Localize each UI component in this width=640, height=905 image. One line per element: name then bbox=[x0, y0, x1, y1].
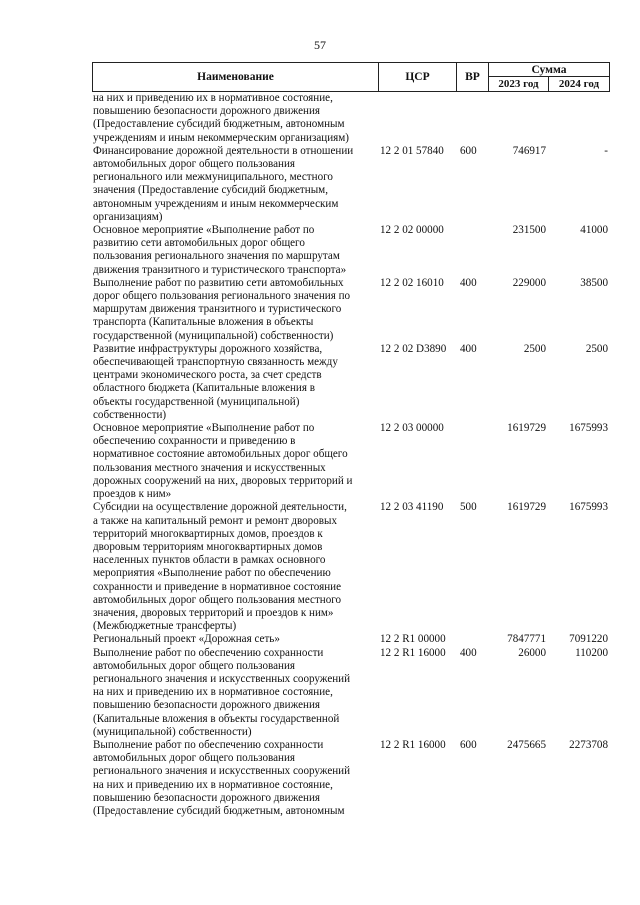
row-name bbox=[92, 145, 378, 224]
row-value-2023: 1619729 bbox=[507, 422, 546, 435]
row-name-line: Выполнение работ по обеспечению сохранности bbox=[93, 738, 324, 751]
table-row bbox=[92, 92, 610, 145]
row-name-line: на них и приведению их в нормативное состояние, bbox=[93, 686, 333, 699]
table-body bbox=[92, 92, 610, 818]
row-value-2024: 41000 bbox=[580, 224, 608, 237]
row-name-line: пользования регионального значения по маршрутам bbox=[93, 250, 340, 263]
row-name-line: на них и приведению их в нормативное состояние, bbox=[93, 778, 333, 791]
row-name-line: значения, дворовых территорий и проездов к ним» bbox=[93, 606, 334, 619]
row-name-line: (Межбюджетные трансферты) bbox=[93, 620, 237, 633]
row-name-line: государственной (муниципальной) собственности) bbox=[93, 329, 334, 342]
row-csr: 12 2 R1 16000 bbox=[380, 738, 446, 751]
row-value-2023: 1619729 bbox=[507, 501, 546, 514]
row-name-line: повышению безопасности дорожного движения bbox=[93, 699, 321, 712]
table-row bbox=[92, 422, 610, 501]
table-row bbox=[92, 277, 610, 343]
row-name bbox=[92, 647, 378, 739]
table-row bbox=[92, 739, 610, 818]
row-name-line: мероприятия «Выполнение работ по обеспечению bbox=[93, 567, 331, 580]
row-name-line: а также на капитальный ремонт и ремонт дворовых bbox=[93, 514, 338, 527]
row-name-line: регионального значения и искусственных сооружений bbox=[93, 765, 351, 778]
row-name bbox=[92, 92, 378, 145]
row-csr: 12 2 R1 00000 bbox=[380, 633, 446, 646]
row-vr: 400 bbox=[460, 646, 477, 659]
row-csr: 12 2 02 16010 bbox=[380, 276, 444, 289]
row-name-line: Региональный проект «Дорожная сеть» bbox=[93, 633, 280, 646]
row-name bbox=[92, 277, 378, 343]
row-vr: 600 bbox=[460, 738, 477, 751]
row-csr: 12 2 02 D3890 bbox=[380, 342, 447, 355]
row-name bbox=[92, 224, 378, 277]
row-name-line: Основное мероприятие «Выполнение работ по bbox=[93, 224, 315, 237]
row-name-line: автономным учреждениям и иным некоммерческим bbox=[93, 197, 339, 210]
row-csr: 12 2 R1 16000 bbox=[380, 646, 446, 659]
row-value-2023: 2500 bbox=[523, 342, 546, 355]
row-name-line: повышению безопасности дорожного движения bbox=[93, 105, 321, 118]
header-sum: Сумма bbox=[489, 63, 609, 77]
row-name-line: на них и приведению их в нормативное состояние, bbox=[93, 92, 333, 104]
row-name-line: значения (Предоставление субсидий бюджетным, bbox=[93, 184, 328, 197]
row-name-line: автомобильных дорог общего пользования bbox=[93, 158, 296, 171]
row-csr: 12 2 02 00000 bbox=[380, 224, 444, 237]
row-name-line: регионального значения и искусственных сооружений bbox=[93, 672, 351, 685]
table-row bbox=[92, 501, 610, 633]
header-vr: ВР bbox=[457, 63, 489, 91]
budget-table bbox=[92, 62, 610, 817]
row-name-line: автомобильных дорог общего пользования местного bbox=[93, 593, 342, 606]
row-vr: 400 bbox=[460, 276, 477, 289]
row-csr: 12 2 01 57840 bbox=[380, 144, 444, 157]
row-name-line: Субсидии на осуществление дорожной деятельности, bbox=[93, 501, 347, 514]
row-name-line: нормативное состояние автомобильных дорог общего bbox=[93, 448, 348, 461]
row-name-line: населенных пунктов области в рамках основного bbox=[93, 554, 326, 567]
row-name-line: дорожных сооружений на них, дворовых территорий и bbox=[93, 474, 353, 487]
row-name-line: повышению безопасности дорожного движения bbox=[93, 791, 321, 804]
row-name-line: автомобильных дорог общего пользования bbox=[93, 752, 296, 765]
table-header bbox=[92, 62, 610, 92]
header-year-2024: 2024 год bbox=[558, 78, 600, 90]
row-name-line: областного бюджета (Капитальные вложения в bbox=[93, 382, 315, 395]
row-name-line: объекты государственной (муниципальной) bbox=[93, 395, 300, 408]
row-value-2024: 110200 bbox=[575, 646, 608, 659]
row-name-line: автомобильных дорог общего пользования bbox=[93, 659, 296, 672]
row-name-line: Выполнение работ по обеспечению сохранности bbox=[93, 646, 324, 659]
row-name-line: транспорта (Капитальные вложения в объекты bbox=[93, 316, 314, 329]
row-name-line: Финансирование дорожной деятельности в отношении bbox=[93, 144, 354, 157]
row-value-2023: 746917 bbox=[512, 144, 546, 157]
row-value-2024: 38500 bbox=[580, 276, 608, 289]
row-name-line: собственности) bbox=[93, 408, 167, 421]
row-vr: 400 bbox=[460, 342, 477, 355]
row-csr: 12 2 03 00000 bbox=[380, 422, 444, 435]
row-name-line: Выполнение работ по развитию сети автомобильных bbox=[93, 276, 344, 289]
row-name-line: (Предоставление субсидий бюджетным, автономным bbox=[93, 118, 345, 131]
row-name-line: регионального или межмуниципального, местного bbox=[93, 171, 333, 184]
row-name-line: обеспечению сохранности и приведению в bbox=[93, 435, 296, 448]
row-name-line: развитию сети автомобильных дорог общего bbox=[93, 237, 305, 250]
header-sum-group bbox=[489, 63, 609, 91]
row-vr: 600 bbox=[460, 144, 477, 157]
row-name-line: дворовым территориям многоквартирных домов bbox=[93, 540, 323, 553]
header-year-2023: 2023 год bbox=[489, 77, 549, 91]
row-value-2024: 7091220 bbox=[569, 633, 608, 646]
row-name-line: сохранности и приведение в нормативное состояние bbox=[93, 580, 342, 593]
row-value-2024: - bbox=[604, 144, 608, 157]
row-name-line: пользования местного значения и искусственных bbox=[93, 461, 326, 474]
row-csr: 12 2 03 41190 bbox=[380, 501, 444, 514]
row-name-line: (муниципальной) собственности) bbox=[93, 725, 252, 738]
table-row bbox=[92, 145, 610, 224]
table-row bbox=[92, 647, 610, 739]
row-value-2024: 2500 bbox=[585, 342, 608, 355]
table-row bbox=[92, 633, 610, 646]
row-name bbox=[92, 422, 378, 501]
row-name-line: учреждениям и иным некоммерческим организациям) bbox=[93, 131, 349, 144]
row-value-2023: 229000 bbox=[512, 276, 546, 289]
header-name: Наименование bbox=[93, 63, 379, 91]
row-name-line: маршрутам движения транзитного и туристического bbox=[93, 303, 342, 316]
row-value-2024: 2273708 bbox=[569, 738, 608, 751]
row-name bbox=[92, 343, 378, 422]
table-row bbox=[92, 343, 610, 422]
row-value-2023: 231500 bbox=[512, 224, 546, 237]
row-name-line: Развитие инфраструктуры дорожного хозяйства, bbox=[93, 342, 323, 355]
row-value-2024: 1675993 bbox=[569, 501, 608, 514]
row-value-2024: 1675993 bbox=[569, 422, 608, 435]
row-value-2023: 7847771 bbox=[507, 633, 546, 646]
row-name bbox=[92, 501, 378, 633]
row-name-line: дорог общего пользования регионального значения по bbox=[93, 290, 351, 303]
row-name bbox=[92, 739, 378, 818]
header-csr: ЦСР bbox=[379, 63, 457, 91]
table-row bbox=[92, 224, 610, 277]
row-vr: 500 bbox=[460, 501, 477, 514]
row-name-line: (Предоставление субсидий бюджетным, автономным bbox=[93, 804, 345, 817]
row-name-line: центрами экономического роста, за счет средств bbox=[93, 369, 322, 382]
row-name bbox=[92, 633, 378, 646]
row-name-line: проездов к ним» bbox=[93, 488, 172, 501]
row-name-line: обеспечивающей транспортную связанность между bbox=[93, 356, 338, 369]
page-number: 57 bbox=[314, 38, 326, 52]
row-name-line: движения транзитного и туристического транспорта» bbox=[93, 263, 347, 276]
row-name-line: организациям) bbox=[93, 210, 163, 223]
row-name-line: территорий многоквартирных домов, проездов к bbox=[93, 527, 323, 540]
row-name-line: Основное мероприятие «Выполнение работ по bbox=[93, 422, 315, 435]
row-value-2023: 26000 bbox=[518, 646, 546, 659]
row-name-line: (Капитальные вложения в объекты государственной bbox=[93, 712, 340, 725]
row-value-2023: 2475665 bbox=[507, 738, 546, 751]
